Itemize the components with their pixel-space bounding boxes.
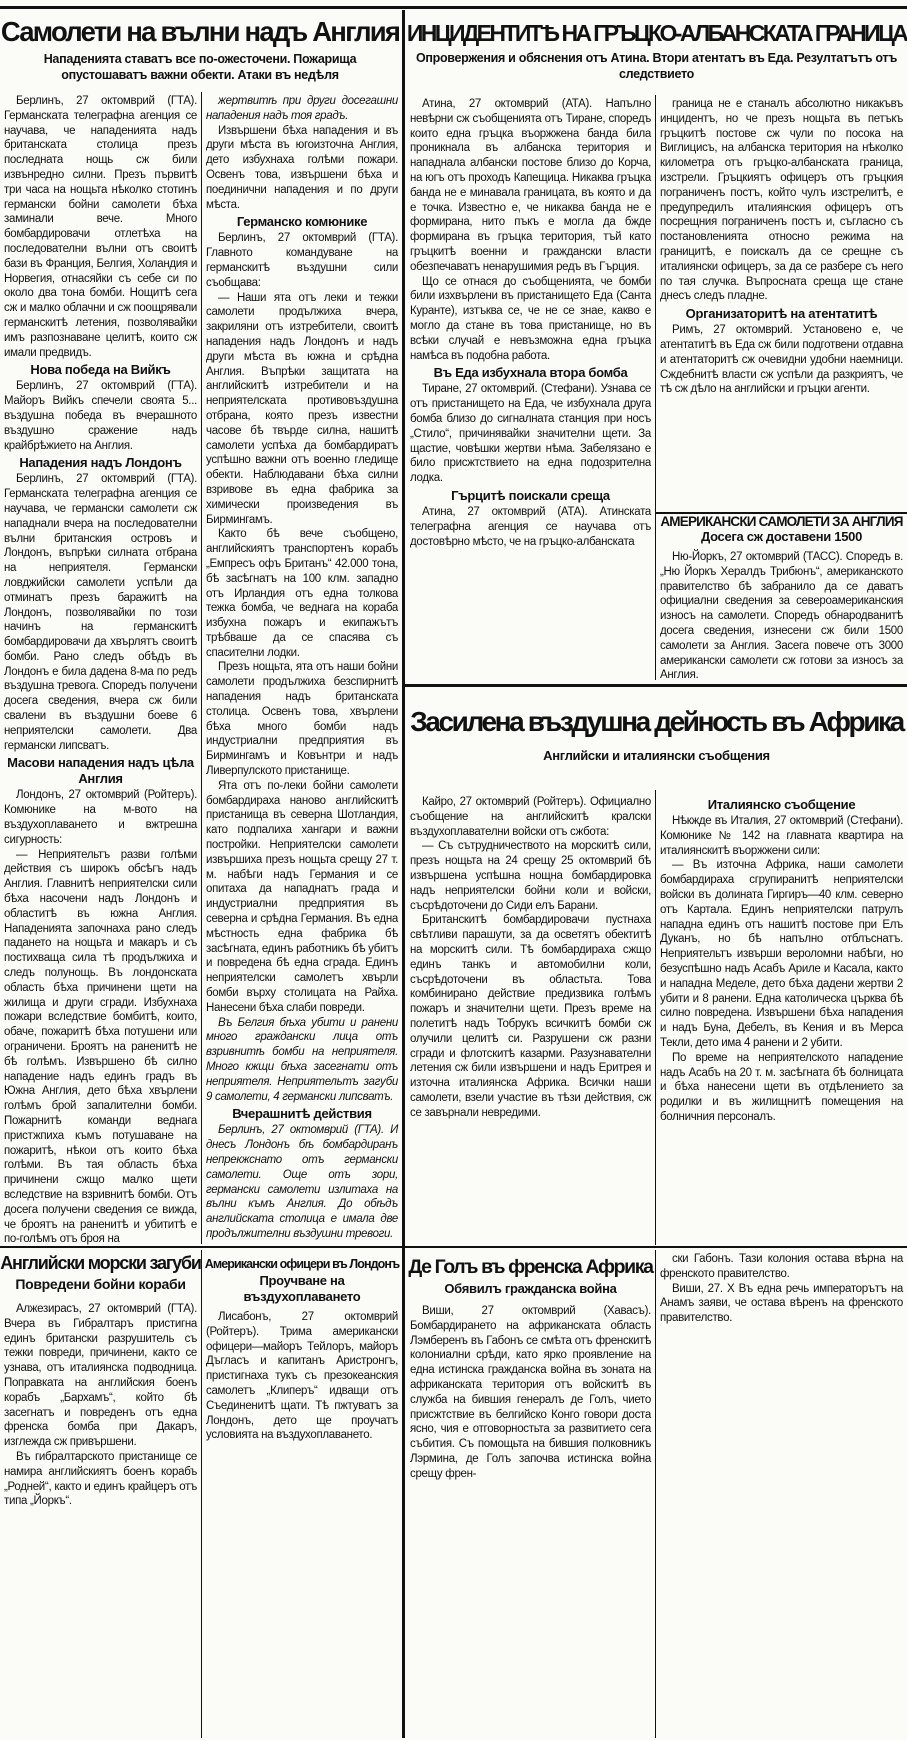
headline: Американски офицери въ Лондонъ <box>204 1257 400 1271</box>
subheadline: Досега сж доставени 1500 <box>700 528 863 544</box>
article-paragraph: Презъ нощьта, ята отъ наши бойни самолети продължиха безспирнитѣ нападения надъ британската столица. Освенъ това, хвърлени бѣха много бомби надъ индустриални предприятия въ Бирмингамъ и Ковънтри и надъ Ливерпулското пристанище. <box>206 661 398 778</box>
column-f <box>656 795 907 1125</box>
article-paragraph: — Въ източна Африка, наши самолети бомбардираха сгрупиранитѣ неприятелски войски въ долината Гиргиръ—40 клм. северно отъ Картала. Единъ неприятелски патрулъ нападна единъ отъ нашитѣ постове при Елъ Дуканъ, но бѣ напълно отблъснатъ. Неприятельтъ извърши вероломни набѣги, но безуспѣшно надъ Асабъ Ариле и Касала, както и нападна Меделе, дето бѣха дадени жертви 2 убити и 8 ранени. Една католическа църква бѣ силно повредена. Извършени бѣха нападения и надъ Буна, Дебелъ, въ Кения и въ Мерса Текли, дето има 4 ранени и 2 убити. <box>660 859 903 1049</box>
subheadline: Проучване на въздухоплаването <box>243 1272 361 1304</box>
column-a <box>0 94 201 1247</box>
article-paragraph: — Наши ята отъ леки и тежки самолети продължиха вчера, закриляни отъ изтребители, своитѣ нападения надъ Лондонъ и надъ други мѣста въ южна и срѣдна Англия. Въпрѣки защитата на английскитѣ изтребители и на неприятелската противовъздушна отбрана, която презъ известни часове бѣ твърде силна, нашитѣ самолети успѣха да бомбардиратъ успѣшно важни отъ военно гледище обекти. Наблюдавани бѣха силни взривове въ една фабрика за химически произведения въ Бирмингамъ. <box>206 291 398 526</box>
column-b <box>202 94 402 1242</box>
article-paragraph: Берлинъ, 27 октомврий (ГТА). И днесъ Лондонъ бѣ бомбардиранъ непрекжснато отъ германски самолети. Още отъ зори, германски самолети излитаха на вълни къмъ Англия. До обѣдъ английската столица е имала две продължителни въздушни тревоги. <box>206 1124 398 1240</box>
article-paragraph: Въ гибралтарското пристанище се намира английскиятъ боенъ корабъ „Родней“, както и единъ крайцеръ отъ типа „Йоркъ“. <box>4 1450 197 1508</box>
headline: АМЕРИКАНСКИ САМОЛЕТИ ЗА АНГЛИЯ <box>660 514 903 529</box>
article-paragraph: Алжезирасъ, 27 октомврий (ГТА). Вчера въ Гибралтаръ пристигна единъ британски разрушитель съ тежки повреди, причинени, както се узнава, отъ италиянска подводница. Поправката на английския боенъ корабъ „Бархамъ“, който бѣ засегнатъ и повреденъ отъ една френска бомба при Дакаръ, изглежда сж привършени. <box>4 1303 197 1449</box>
article-paragraph: Берлинъ, 27 октомврий (ГТА). Германската телеграфна агенция се научава, че германски самолети сж нападнали вчера на последователни вълни британския островъ и Лондонъ, въпрѣки силната отбрана на неприятеля. Германски ловджийски самолети успѣли да отминатъ презъ баражитѣ на Лондонъ, позволявайки по този начинъ на германскитѣ бомбардировачи да хвърлятъ своитѣ бомби. Рано следъ обѣдъ въ Лондонъ е била дадена 8-ма по редъ въздушна тревога. Споредъ получени досега сведения, вчера сж били свалени въ въздушни боеве 6 неприятелски самолети. Два германски липсватъ. <box>4 473 197 752</box>
column-h <box>202 1310 402 1443</box>
article-paragraph: — Неприятельтъ разви голѣми действия съ широкъ обсѣгъ надъ Англия. Главнитѣ неприятелски сили бѣха насочени надъ Лондонъ и областитѣ въ южна Англия. Нападенията започнаха рано следъ падането на нощьта и макаръ и съ постихваща сила тѣ продължиха и следъ полунощь. Въ лондонската область бѣха причинени щети на жилища и други сгради. Избухнаха пожари вследствие бомбитѣ, които, обаче, пожаритѣ бѣха потушени или ограничени. Броятъ на раненитѣ не бѣ голѣмъ. Извършено бѣ силно нападение надъ единъ градъ въ Южна Англия, дето бѣха хвърлени голѣмъ брой запалителни бомби. Пожарнитѣ команди веднага пристжпиха къмъ потушаване на пожаритѣ, нѣкои отъ които бѣха голѣми. Въ тая область бѣха причинени сжщо малко щети вследствие на взривнитѣ бомби. Отъ досега получени сведения се вижда, че броятъ на раненитѣ и убититѣ е по-голѣмъ отъ броя на <box>4 848 197 1246</box>
column-d2 <box>656 550 907 683</box>
column-c <box>406 97 655 549</box>
column-e <box>406 795 655 1121</box>
article-paragraph: Берлинъ, 27 октомврий (ГТА). Главното командуване на германскитѣ въздушни сили съобщава: <box>206 232 398 289</box>
de-gaulle-heading <box>406 1252 655 1297</box>
headline: Английски морски загуби <box>0 1253 201 1273</box>
article-paragraph: ски Габонъ. Тази колония остава вѣрна на френското правителство. <box>660 1253 903 1280</box>
article-paragraph: Тиране, 27 октомврий. (Стефани). Узнава се отъ пристанището на Еда, че избухнала друга бомба близо до сигналната станция при носъ „Стило“, причинявайки значителни щети. За щастие, човѣшки жертви нѣма. Забелязано е било присжтствието на една подозрителна лодка. <box>410 383 651 485</box>
article-subheading: Германско комюнике <box>236 214 368 230</box>
subheadline: Нападенията ставатъ все по-ожесточени. Пожарища опустошаватъ важни обекти. Атаки въ недѣля <box>43 51 357 82</box>
column-j <box>656 1252 907 1326</box>
article-subheading: Гърцитѣ поискали среща <box>451 487 610 503</box>
subheadline: Опровержения и обяснения отъ Атина. Втори атентатъ въ Еда. Резултатътъ отъ следствието <box>415 51 898 81</box>
article-paragraph: граница не е станалъ абсолютно никакъвъ инцидентъ, но че презъ нощьта въ петъкъ гръцкитѣ постове сж чули по посока на Виглицисъ, на албанска територия на нѣколко километра отъ гръцко-албанската граница, изстрели. Гръцкиятъ офицеръ отъ гръцкия пограниченъ постъ, който чулъ изстрелитѣ, е предупредилъ италиянския офицеръ отъ посрещния пограниченъ постъ и, съгласно съ постановленията относно режима на границитѣ, е поискалъ да се срещне съ италиянски офицеръ, за да се разбере съ него по тая случка. Въпросната среща ще стане днесъ следъ пладне. <box>660 98 903 303</box>
article-paragraph: Извършени бѣха нападения и въ други мѣста въ югоизточна Англия, дето избухнаха голѣми пожари. Освенъ това, извършени бѣха и поединични нападения и по други мѣста. <box>206 124 398 211</box>
headline: Самолети на вълни надъ Англия <box>0 16 400 47</box>
us-officers-heading <box>202 1252 402 1305</box>
article-paragraph: Ята отъ по-леки бойни самолети бомбардираха наново английскитѣ пристанища въ северна Шотландия, като подпалиха хангари и важни постройки. Неприятелски самолети извършиха презъ нощьта срещу 27 т. м. набѣги надъ Германия и се опитаха да нападнатъ града и индустриални предприятия въ северна и срѣдна Германия. Въ една мѣстность една фабрика бѣ засѣгната, единъ работникъ бѣ убитъ и повредена бѣ една сграда. Единъ неприятелски самолетъ хвърли бомби върху столицата на Райха. Нанесени бѣха слаби повреди. <box>206 779 398 1014</box>
article-paragraph: Римъ, 27 октомврий. Установено е, че атентатитѣ въ Еда сж били подготвени отдавна и атентаторитѣ сж очевидни удобни наемници. Сждебнитѣ власти сж успѣли да разкриятъ, че тѣ сж дѣло на английски и гръцки агенти. <box>660 324 903 396</box>
article-paragraph: Лисабонъ, 27 октомврий (Ройтеръ). Трима американски офицери—майоръ Тейлоръ, майоръ Дъгласъ и капитанъ Аристронгъ, пристигнаха тукъ съ презокеанския самолетъ „Клиперъ“ идващи отъ Съединенитѣ щати. Тѣ пжтуватъ за Лондонъ, дето ще проучатъ условията на въздухоплаването. <box>206 1311 398 1442</box>
article-paragraph: Кайро, 27 октомврий (Ройтеръ). Официално съобщение на английскитѣ кралски въздухоплавателни войски отъ сжбота: <box>410 796 651 838</box>
article-paragraph: Що се отнася до съобщенията, че бомби били изхвърлени въ пристанището Еда (Санта Куранте), изтъква се, че не се знае, какво е могло да стане въ това пристанище, но въ всѣки случай е невъзможна една гръцка намѣса въ подобна работа. <box>410 275 651 362</box>
article-paragraph: Нѣкжде въ Италия, 27 октомврий (Стефани). Комюнике № 142 на главната квартира на италиянскитѣ въоржжени сили: <box>660 815 903 857</box>
right-headline-block <box>406 14 907 82</box>
headline: Засилена въздушна дейность въ Африка <box>410 706 903 737</box>
subheadline: Повредени бойни кораби <box>15 1276 186 1292</box>
article-subheading: Нова победа на Вийкъ <box>30 362 171 378</box>
column-d <box>656 97 907 397</box>
article-subheading: Организаторитѣ на атентатитѣ <box>685 306 878 322</box>
article-paragraph: Берлинъ, 27 октомврий (ГТА). Майоръ Вийкъ спечели своята 5... въздушна победа въ вчерашното въздушно сражение надъ крайбрѣжието на Англия. <box>4 380 197 452</box>
section-rule <box>405 684 907 687</box>
article-paragraph: — Съ сътрудничеството на морскитѣ сили, презъ нощьта на 24 срещу 25 октомврий бѣ извършена успѣшна нощна бомбардировка надъ неприятелски бойни коли и войски, съсрѣдоточени до Сиди елъ Барани. <box>410 840 651 912</box>
article-paragraph: жертвитѣ при други досегашни нападения надъ тоя градъ. <box>206 95 398 122</box>
article-paragraph: Берлинъ, 27 октомврий (ГТА). Германската телеграфна агенция се научава, че нападенията надъ британската столица презъ последната нощь сж били извънредно силни. Презъ първитѣ три часа на нощьта нѣколко стотинъ германски бойни самолети бѣха заминали вече. Много бомбардировачи отлетѣха на последователни вълни отъ своитѣ бази въ Франция, Белгия, Холандия и Норвегия, отнасяйки съ себе си по около два тона бомби. Нощитѣ сега сж и малко облачни и сж поощрявали германскитѣ летения, позволявайки имъ разпознаване целитѣ, които сж имали предвидъ. <box>4 95 197 359</box>
article-paragraph: Атина, 27 октомврий (АТА). Атинската телеграфна агенция се научава отъ достовѣрно мѣсто, че на гръцко-албанската <box>410 505 651 548</box>
article-paragraph: Въ Белгия бѣха убити и ранени много граждански лица отъ взривнитѣ бомби на неприятеля. Много кжщи бѣха засегнати отъ неприятеля. Неприятельтъ загуби 9 самолети, 4 германски липсватъ. <box>206 1016 398 1103</box>
africa-headline-block <box>406 690 907 764</box>
subheadline: Английски и италиянски съобщения <box>543 748 770 763</box>
naval-losses-heading <box>0 1252 201 1292</box>
article-subheading: Италиянско съобщение <box>707 797 856 812</box>
american-planes-heading <box>656 515 907 545</box>
article-subheading: Нападения надъ Лондонъ <box>19 455 182 471</box>
article-paragraph: Атина, 27 октомврий (АТА). Напълно невѣрни сж съобщенията отъ Тиране, споредъ които една гръцка въоржжена банда била проникнала въ албанска територия и нападнала албански постове близо до Корча, на югъ отъ проходъ Капещица. Никаква гръцка банда не е минавала границата, въ която и да е точка. Известно е, че никаква банда не е формирана, нито пъкъ е могла да бжде формирана въ гръцка територия, тъй като гръцкитѣ военни и граждански власти обезпечаватъ ненарушимия редъ въ Гърция. <box>410 98 651 273</box>
article-subheading: Масови нападения надъ цѣла Англия <box>7 755 194 787</box>
column-g <box>0 1302 201 1509</box>
article-subheading: Вчерашнитѣ действия <box>232 1106 372 1122</box>
article-paragraph: Лондонъ, 27 октомврий (Ройтеръ). Комюнике на м-вото на въздухоплаването и вжтрешна сигурность: <box>4 789 197 846</box>
column-i <box>406 1304 655 1482</box>
subheadline: Обявилъ гражданска война <box>444 1280 617 1296</box>
article-paragraph: По време на неприятелското нападение надъ Асабъ на 20 т. м. засѣгната бѣ болницата и бѣха нанесени щети въ отдѣлението за родилки и въ жилищнитѣ помещения на болничния персоналъ. <box>660 1051 903 1123</box>
article-paragraph: Както бѣ вече съобщено, английскиятъ транспортенъ корабъ „Емпресъ офъ Британъ“ 42.000 тона, бѣ засѣгнатъ на 100 клм. западно отъ Ирландия отъ една толкова тежка бомба, че веднага на кораба избухна пожаръ и екипажътъ трѣбваше да се спасява съ спасителни лодки. <box>206 528 398 659</box>
article-paragraph: Виши, 27 октомврий (Хавасъ). Бомбардирането на африканската область Лэмберенъ въ Габонъ се смѣта отъ френскитѣ колониални срѣди, като ярко проявление на една истинска гражданска война въ зоната на африканската територия отъ войскитѣ въ служба на бившия генералъ де Голъ, чието присжтствие въ белгийско Конго говори доста ясно, чия е отговорностьта за развитието сега събития. Съ помощьта на бившия полковникъ Лэрмина, де Голъ започва истинска война срещу френ- <box>410 1305 651 1480</box>
column-rule <box>402 10 405 1738</box>
article-paragraph: Виши, 27. X Въ една речь императорътъ на Анамъ заяви, че остава вѣренъ на френското правителство. <box>660 1282 903 1325</box>
top-rule <box>0 6 907 9</box>
article-paragraph: Ню-Йоркъ, 27 октомврий (ТАСС). Споредъ в. „Ню Йоркъ Хералдъ Трибюнъ“, американското правителство бѣ забранило да се даватъ официални сведения за североамериканския износъ на самолети. Споредъ обнародванитѣ досега сведения, изнесени сж били 1500 самолети за Англия. Засега повече отъ 3000 американски самолети сж готови за износъ за Англия. <box>660 551 903 682</box>
left-headline-block <box>0 14 400 83</box>
article-subheading: Въ Еда избухнала втора бомба <box>433 365 628 381</box>
headline: Де Голъ въ френска Африка <box>408 1256 653 1278</box>
headline: ИНЦИДЕНТИТѢ НА ГРЪЦКО-АЛБАНСКАТА ГРАНИЦА <box>406 20 907 46</box>
article-paragraph: Британскитѣ бомбардировачи пустнаха свѣтливи парашути, за да осветятъ обектитѣ на морскитѣ сили. Тѣ бомбардираха сжщо единъ танкъ и автомобилни коли, съсрѣдоточени въ областьта. Това комбинирано действие предизвика голѣмъ пожаръ и значителни щети. Презъ време на полетитѣ надъ Тобрукъ всичкитѣ бомби сж олучили целитѣ си. Разрушени сж разни сгради и флотскитѣ казарми. Разузнавателни летения сж били извършени и надъ Еритрея и източна италиянска Африка. Всички наши самолети, взели участие въ тѣзи действия, сж се завърнали невредими. <box>410 914 651 1119</box>
